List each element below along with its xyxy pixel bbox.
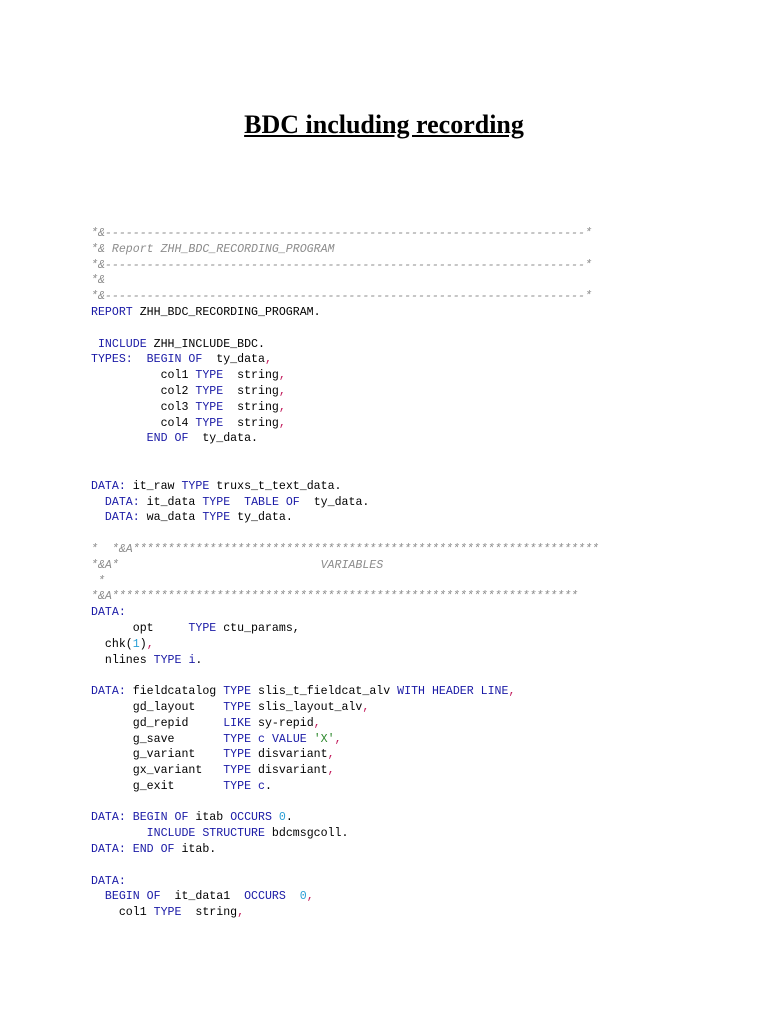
code-token: [91, 511, 105, 524]
code-token: ): [139, 637, 147, 651]
code-token: ,: [327, 748, 335, 762]
code-token: ,: [278, 384, 286, 398]
code-token: ,: [278, 369, 286, 383]
code-token: WITH HEADER LINE: [397, 685, 509, 699]
code-token: [251, 780, 258, 793]
code-token: *&---------------------------------------------------------------------*: [91, 290, 592, 304]
code-token: TYPE: [223, 748, 252, 762]
code-line: [91, 242, 599, 258]
code-token: TYPE: [195, 369, 224, 383]
code-token: [251, 733, 258, 746]
code-token: col1: [91, 906, 154, 920]
code-line: [91, 384, 599, 400]
code-line: [91, 510, 599, 526]
code-token: 'X': [313, 732, 335, 746]
code-token: *& Report ZHH_BDC_RECORDING_PROGRAM: [91, 242, 335, 256]
code-token: BEGIN OF: [132, 811, 189, 825]
code-token: TYPE: [223, 700, 252, 714]
code-token: ctu_params,: [216, 621, 300, 635]
code-token: itab.: [174, 843, 217, 857]
code-token: g_variant: [91, 748, 224, 762]
code-token: TYPE: [223, 685, 252, 699]
code-token: TYPE: [195, 400, 224, 414]
code-line: [91, 226, 599, 242]
code-line: [91, 826, 599, 842]
code-token: BEGIN OF: [104, 890, 161, 904]
code-token: col4: [91, 416, 196, 430]
code-token: [307, 733, 314, 746]
code-line: [91, 842, 599, 858]
code-token: DATA:: [91, 874, 126, 888]
code-token: [126, 843, 133, 856]
code-token: 0: [278, 811, 286, 825]
code-token: [91, 890, 105, 903]
code-token: OCCURS: [244, 890, 286, 904]
code-block: [91, 226, 599, 921]
code-token: OCCURS: [230, 811, 272, 825]
code-token: *&: [91, 274, 105, 288]
code-token: string: [223, 369, 279, 383]
code-token: DATA:: [91, 685, 126, 699]
code-token: BEGIN OF: [146, 353, 203, 367]
code-token: END OF: [132, 843, 175, 857]
code-token: [91, 827, 147, 840]
code-token: ZHH_BDC_RECORDING_PROGRAM.: [132, 305, 321, 319]
code-token: slis_layout_alv: [251, 700, 363, 714]
code-token: col1: [91, 369, 196, 383]
code-line: [91, 558, 599, 574]
code-line: [91, 258, 599, 274]
code-token: END OF: [146, 432, 189, 446]
code-token: ,: [362, 700, 370, 714]
code-token: .: [285, 811, 293, 825]
code-token: [91, 496, 105, 509]
code-token: VALUE: [271, 732, 307, 746]
code-line: [91, 368, 599, 384]
code-token: col2: [91, 384, 196, 398]
code-token: TYPE: [202, 511, 231, 525]
code-token: disvariant: [251, 748, 328, 762]
code-token: fieldcatalog: [125, 685, 224, 699]
code-token: string: [223, 400, 279, 414]
code-line: [91, 889, 599, 905]
code-token: sy-repid: [251, 716, 314, 730]
code-line: [91, 732, 599, 748]
code-token: disvariant: [251, 764, 328, 778]
code-token: it_data1: [160, 890, 245, 904]
code-token: REPORT: [91, 305, 133, 319]
code-line: [91, 700, 599, 716]
code-token: ,: [146, 637, 154, 651]
code-line: [91, 605, 599, 621]
code-token: gd_layout: [91, 700, 224, 714]
code-token: [272, 811, 279, 824]
code-token: g_save: [91, 732, 224, 746]
code-token: ,: [508, 685, 516, 699]
code-token: wa_data: [139, 511, 203, 525]
code-line: [91, 621, 599, 637]
code-token: g_exit: [91, 779, 224, 793]
code-token: DATA:: [104, 495, 140, 509]
code-token: DATA:: [91, 843, 126, 857]
code-line: [91, 305, 599, 321]
code-token: it_raw: [125, 479, 182, 493]
code-line: [91, 526, 599, 542]
code-token: *&A* VARIABLES: [91, 558, 384, 572]
code-token: col3: [91, 400, 196, 414]
code-line: [91, 795, 599, 811]
code-token: TYPE: [195, 384, 224, 398]
code-token: *&---------------------------------------------------------------------*: [91, 258, 592, 272]
code-line: [91, 400, 599, 416]
code-token: TYPE: [202, 495, 231, 509]
code-line: [91, 905, 599, 921]
code-token: ,: [327, 764, 335, 778]
document-title: BDC including recording: [244, 110, 524, 139]
code-token: c: [258, 732, 265, 746]
code-token: 1: [132, 637, 140, 651]
code-line: [91, 684, 599, 700]
code-token: i: [188, 653, 196, 667]
code-token: TYPE: [181, 479, 210, 493]
code-line: [91, 416, 599, 432]
code-line: [91, 431, 599, 447]
code-token: LIKE: [223, 716, 252, 730]
code-line: [91, 810, 599, 826]
code-line: [91, 668, 599, 684]
code-token: TYPE: [223, 732, 252, 746]
code-token: INCLUDE: [97, 337, 147, 351]
code-token: [126, 811, 133, 824]
code-token: .: [195, 653, 203, 667]
code-token: ,: [278, 400, 286, 414]
code-token: string: [223, 416, 279, 430]
code-token: * *&A*******************************************************************: [91, 542, 599, 556]
code-token: TYPE: [223, 779, 252, 793]
code-token: string: [223, 384, 279, 398]
code-token: string: [181, 906, 238, 920]
code-token: itab: [188, 811, 231, 825]
code-token: *: [91, 574, 105, 588]
code-token: DATA:: [104, 511, 140, 525]
code-token: gd_repid: [91, 716, 224, 730]
code-token: ,: [237, 906, 245, 920]
code-token: ty_data.: [230, 511, 293, 525]
code-token: [91, 432, 147, 445]
code-token: TYPE: [153, 653, 182, 667]
code-token: slis_t_fieldcat_alv: [251, 685, 398, 699]
code-token: ty_data.: [299, 495, 370, 509]
code-token: .: [264, 779, 272, 793]
code-token: *&---------------------------------------------------------------------*: [91, 227, 592, 240]
code-token: c: [258, 779, 265, 793]
code-token: INCLUDE STRUCTURE: [146, 827, 265, 841]
code-line: [91, 653, 599, 669]
code-token: DATA:: [91, 479, 126, 493]
code-token: ,: [278, 416, 286, 430]
code-line: [91, 495, 599, 511]
code-token: ty_data.: [188, 432, 258, 446]
code-line: [91, 779, 599, 795]
code-token: ,: [334, 732, 342, 746]
code-token: chk(: [91, 637, 133, 651]
code-token: TYPES:: [91, 353, 133, 367]
code-line: [91, 589, 599, 605]
code-line: [91, 574, 599, 590]
code-token: ,: [313, 716, 321, 730]
code-token: [265, 733, 272, 746]
code-token: ,: [264, 353, 272, 367]
code-token: TYPE: [188, 621, 217, 635]
code-token: DATA:: [91, 811, 126, 825]
code-line: [91, 447, 599, 463]
code-line: [91, 747, 599, 763]
code-token: TABLE OF: [244, 495, 300, 509]
code-token: [91, 338, 98, 351]
code-line: [91, 273, 599, 289]
code-line: [91, 542, 599, 558]
code-token: it_data: [139, 495, 203, 509]
code-token: *&A*******************************************************************: [91, 590, 579, 604]
code-line: [91, 321, 599, 337]
code-line: [91, 463, 599, 479]
code-token: ,: [306, 890, 314, 904]
code-token: ty_data: [202, 353, 265, 367]
code-token: [230, 496, 244, 509]
code-token: bdcmsgcoll.: [264, 827, 349, 841]
code-line: [91, 763, 599, 779]
code-token: 0: [299, 890, 307, 904]
code-token: [286, 890, 300, 903]
code-line: [91, 874, 599, 890]
code-token: DATA:: [91, 606, 126, 620]
code-token: nlines: [91, 653, 154, 667]
code-line: [91, 479, 599, 495]
code-line: [91, 858, 599, 874]
code-token: TYPE: [223, 764, 252, 778]
code-line: [91, 337, 599, 353]
code-token: TYPE: [153, 906, 182, 920]
code-line: [91, 637, 599, 653]
code-token: TYPE: [195, 416, 224, 430]
code-token: opt: [91, 621, 189, 635]
code-token: truxs_t_text_data.: [209, 479, 342, 493]
code-token: gx_variant: [91, 764, 224, 778]
code-line: [91, 352, 599, 368]
code-token: ZHH_INCLUDE_BDC.: [146, 337, 265, 351]
code-line: [91, 716, 599, 732]
code-line: [91, 289, 599, 305]
code-token: [133, 353, 147, 366]
